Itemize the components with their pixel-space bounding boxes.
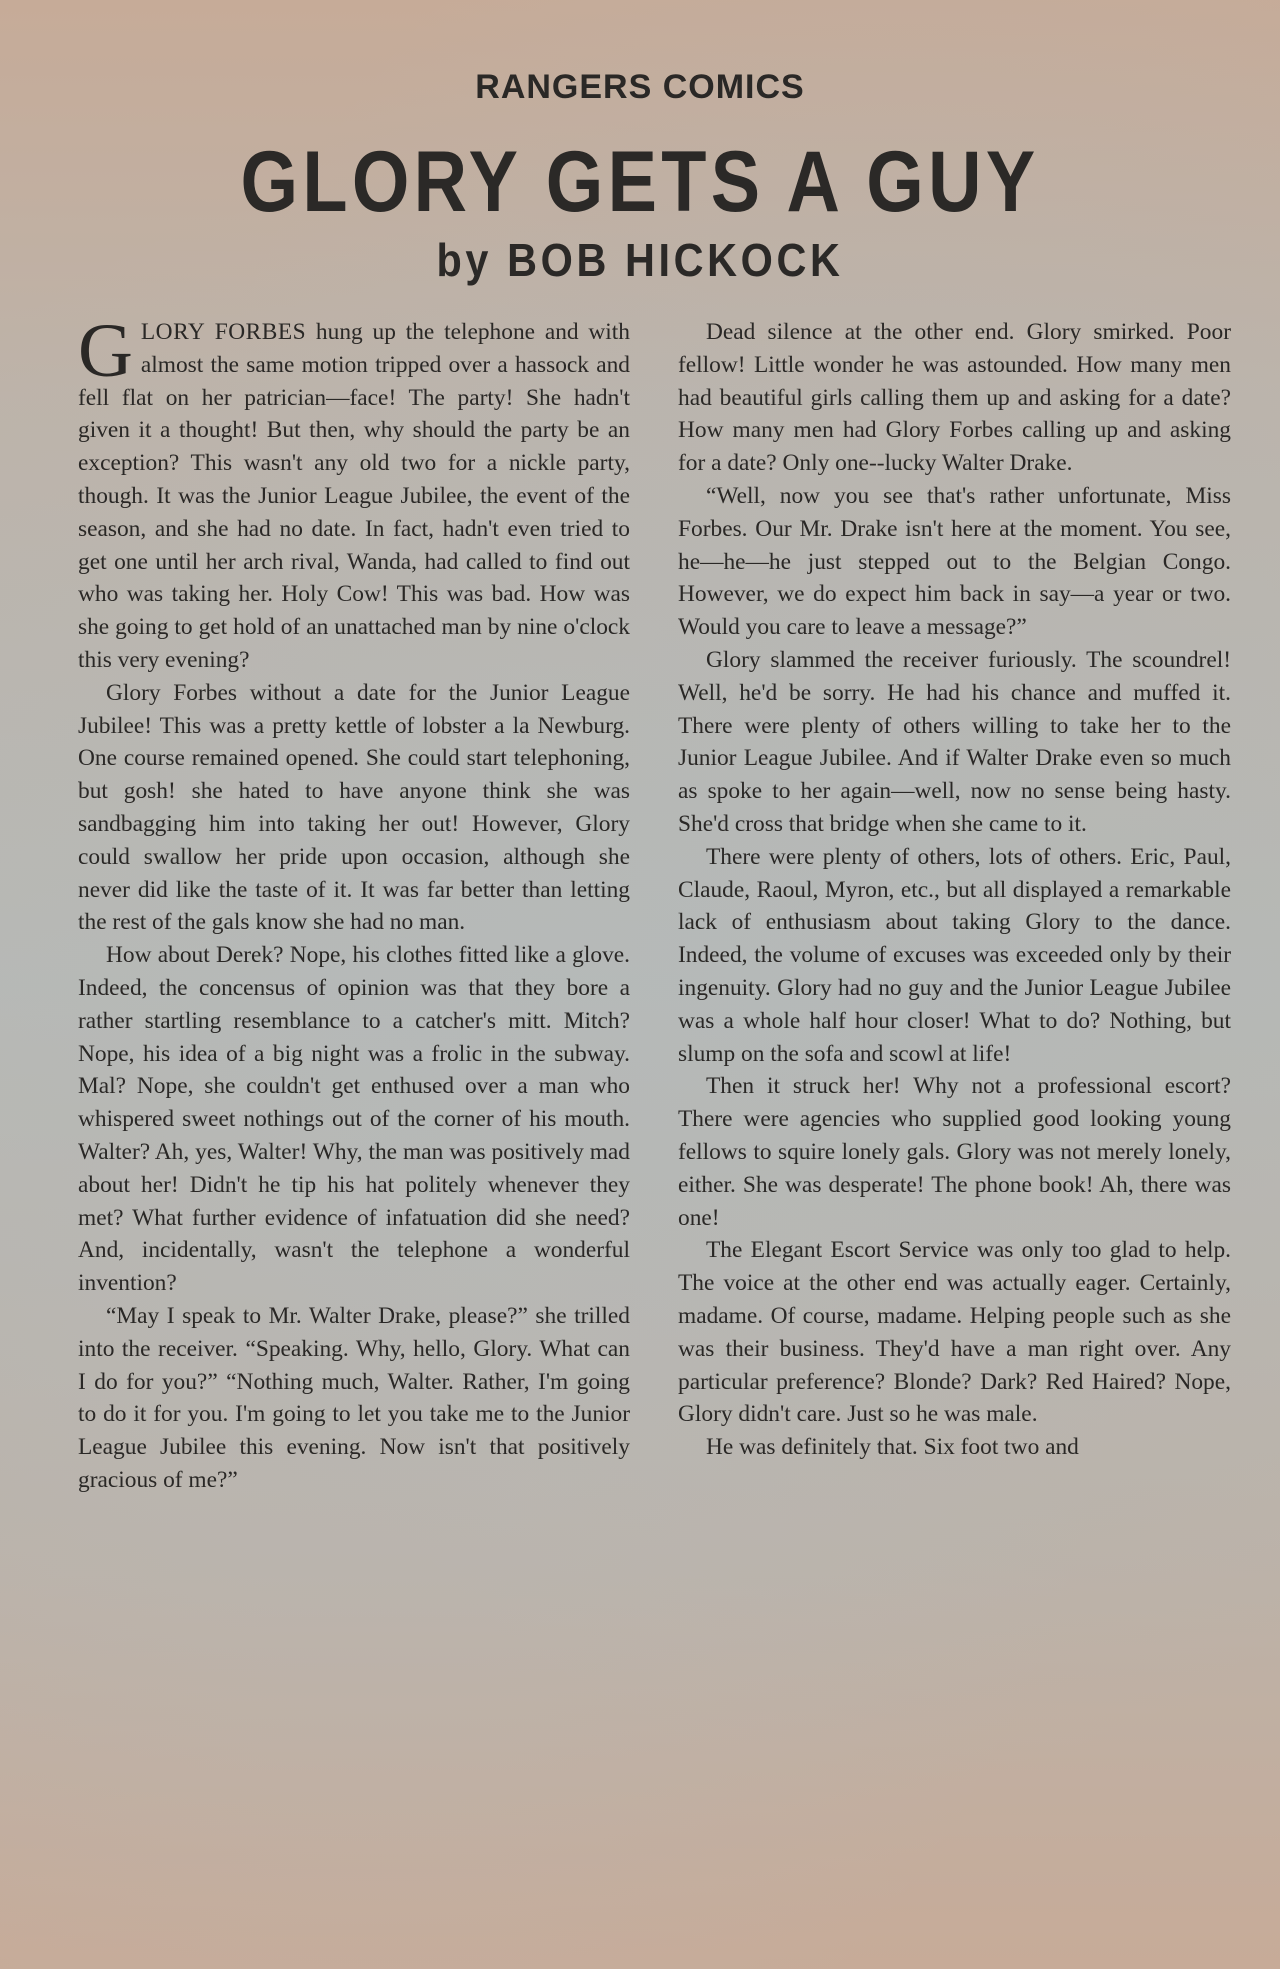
story-byline: by BOB HICKOCK <box>436 234 844 286</box>
story-paragraph: How about Derek? Nope, his clothes fitted like a glove. Indeed, the concensus of opinion was that they bore a rather startling resemblance to a catcher's mitt. Mitch? Nope, his idea of a big night was a frolic in the subway. Mal? Nope, she couldn't get enthused over a man who whispered sweet nothings out of the corner of his mouth. Walter? Ah, yes, Walter! Why, the man was positively mad about her! Didn't he tip his hat politely whenever they met? What further evidence of infatuation did she need? And, incidentally, wasn't the telephone a wonderful invention? <box>78 942 630 1297</box>
story-title: GLORY GETS A GUY <box>240 134 1040 230</box>
paragraph-text: hung up the telephone and with almost the same motion tripped over a hassock and fell flat on her patrician—face! The party! She hadn't given it a thought! But then, why should the party be an exception? This wasn't any old two for a nickle party, though. It was the Junior League Jubilee, the event of the season, and she had no date. In fact, hadn't even tried to get one until her arch rival, Wanda, had called to find out who was taking her. Holy Cow! This was bad. How was she going to get hold of an unattached man by nine o'clock this very evening? <box>78 319 630 673</box>
story-paragraph: The Elegant Escort Service was only too glad to help. The voice at the other end was actually eager. Certainly, madame. Of course, madame. Helping people such as she was their business. They'd have a man right over. Any particular preference? Blonde? Dark? Red Haired? Nope, Glory didn't care. Just so he was male. <box>678 1237 1231 1428</box>
story-paragraph: There were plenty of others, lots of others. Eric, Paul, Claude, Raoul, Myron, etc., but all displayed a remarkable lack of enthusiasm about taking Glory to the dance. Indeed, the volume of excuses was exceeded only by their ingenuity. Glory had no guy and the Junior League Jubilee was a whole half hour closer! What to do? Nothing, but slump on the sofa and scowl at life! <box>678 843 1231 1067</box>
story-paragraph <box>78 309 630 677</box>
story-paragraph: Glory Forbes without a date for the Junior League Jubilee! This was a pretty kettle of lobster a la Newburg. One course remained opened. She could start telephoning, but gosh! she hated to have anyone think she was sandbagging him into taking her out! However, Glory could swallow her pride upon occasion, although she never did like the taste of it. It was far better than letting the rest of the gals know she had no man. <box>78 679 630 936</box>
story-paragraph: Then it struck her! Why not a professional escort? There were agencies who supplied good looking young fellows to squire lonely gals. Glory was not merely lonely, either. She was desperate! The phone book! Ah, there was one! <box>678 1073 1231 1231</box>
drop-cap: G <box>78 309 133 393</box>
text-column-right <box>678 316 1231 1464</box>
story-paragraph: He was definitely that. Six foot two and <box>706 1434 1079 1461</box>
story-paragraph: Glory slammed the receiver furiously. The scoundrel! Well, he'd be sorry. He had his chance and muffed it. There were plenty of others willing to take her to the Junior League Jubilee. And if Walter Drake even so much as spoke to her again—well, now no sense being hasty. She'd cross that bridge when she came to it. <box>678 646 1231 837</box>
lead-in-name: LORY FORBES <box>140 319 307 345</box>
story-paragraph: “Well, now you see that's rather unfortunate, Miss Forbes. Our Mr. Drake isn't here at the moment. You see, he—he—he just stepped out to the Belgian Congo. However, we do expect him back in say—a year or two. Would you care to leave a message?” <box>678 482 1231 641</box>
publication-header: RANGERS COMICS <box>475 68 805 106</box>
text-column-left <box>78 309 630 1497</box>
story-paragraph: Dead silence at the other end. Glory smirked. Poor fellow! Little wonder he was astounded. How many men had beautiful girls calling them up and asking for a date? How many men had Glory Forbes calling up and asking for a date? Only one--lucky Walter Drake. <box>678 319 1231 477</box>
story-paragraph: “May I speak to Mr. Walter Drake, please?” she trilled into the receiver. “Speaking. Why, hello, Glory. What can I do for you?” “Nothing much, Walter. Rather, I'm going to do it for you. I'm going to let you take me to the Junior League Jubilee this evening. Now isn't that positively gracious of me?” <box>78 1302 630 1493</box>
